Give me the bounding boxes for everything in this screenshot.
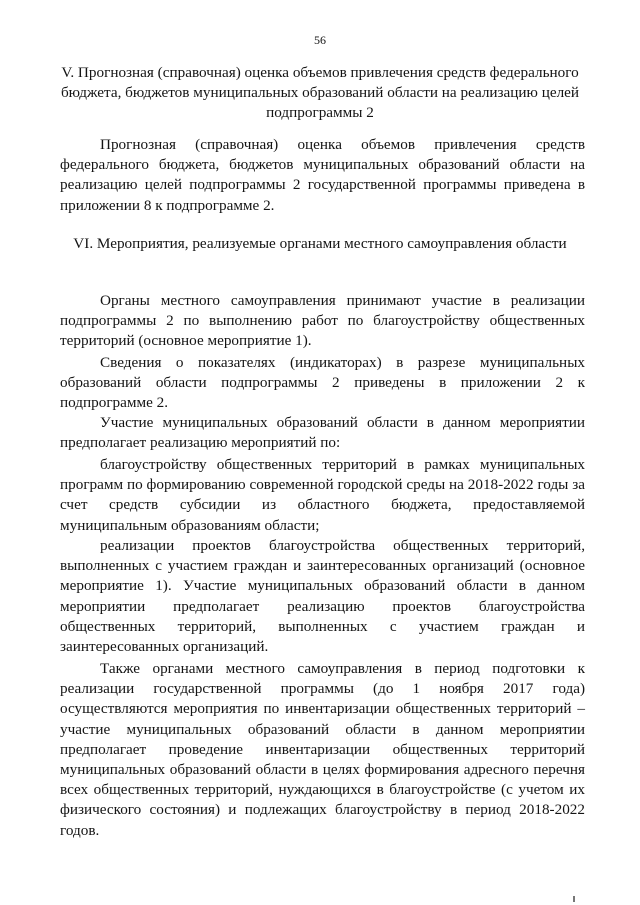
paragraph-measure-projects: реализации проектов благоустройства общественных территорий, выполненных с участием граждан и заинтересованных организаций (основное мероприятие 1). Участие муниципальных образований области в данном мероприятии предполагает реализацию проектов благоустройства общественных территорий, выполненных с участием граждан и заинтересованных организаций. [60,537,585,656]
section-6-heading: VI. Мероприятия, реализуемые органами местного самоуправления области [73,235,567,252]
paragraph-participation: Органы местного самоуправления принимают участие в реализации подпрограммы 2 по выполнению работ по благоустройству общественных территорий (основное мероприятие 1). [60,292,585,350]
section-5-heading: V. Прогнозная (справочная) оценка объемов привлечения средств федерального бюджета, бюджетов муниципальных образований области на реализацию целей подпрограммы 2 [60,64,580,121]
paragraph-inventory: Также органами местного самоуправления в период подготовки к реализации государственной программы (до 1 ноября 2017 года) осуществляются мероприятия по инвентаризации общественных территорий – участие муниципальных образований области в данном мероприятии предполагает проведение инвентаризации общественных территорий муниципальных образований области в целях формирования адресного перечня всех общественных территорий, нуждающихся в благоустройстве (с учетом их физического состояния) и подлежащих благоустройству в период 2018-2022 годов. [60,660,585,839]
scan-mark [573,896,575,902]
paragraph-measures-intro: Участие муниципальных образований области в данном мероприятии предполагает реализацию мероприятий по: [60,414,585,452]
paragraph-indicators: Сведения о показателях (индикаторах) в разрезе муниципальных образований области подпрограммы 2 приведены в приложении 2 к подпрограмме 2. [60,354,585,412]
section-5-paragraph: Прогнозная (справочная) оценка объемов привлечения средств федерального бюджета, бюджетов муниципальных образований области на реализацию целей подпрограммы 2 государственной программы приведена в приложении 8 к подпрограмме 2. [60,136,585,214]
page-number: 56 [314,33,326,47]
paragraph-measure-improvement: благоустройству общественных территорий в рамках муниципальных программ по формированию современной городской среды на 2018-2022 годы за счет средств субсидии из областного бюджета, предоставляемой муниципальным образованиям области; [60,456,585,534]
